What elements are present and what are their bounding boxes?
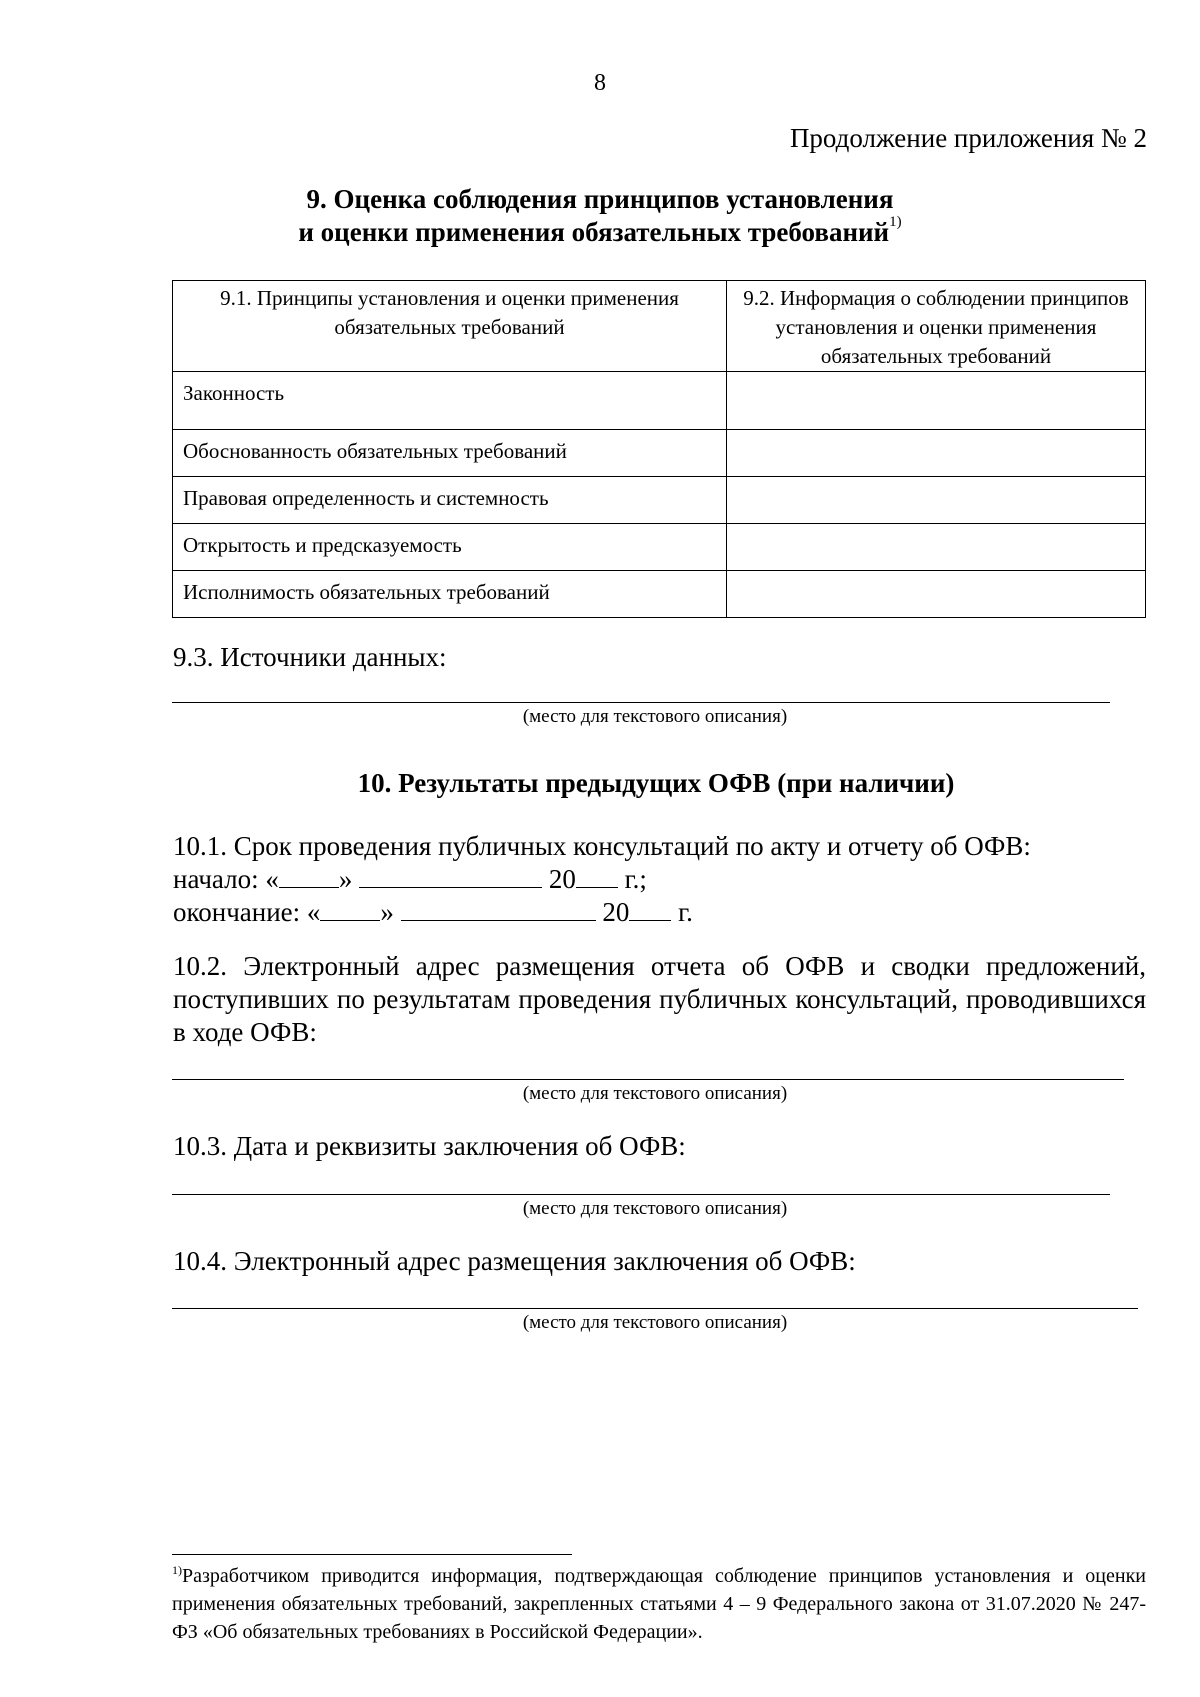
item-10-2-label: 10.2. Электронный адрес размещения отчета об ОФВ и сводки предложений, поступивших по результатам проведения публичных консультаций, проводившихся в ходе ОФВ: — [173, 951, 1146, 1047]
footnote — [172, 1562, 1146, 1646]
page-number: 8 — [594, 70, 606, 96]
section-9-title — [0, 183, 1200, 249]
table-cell-info[interactable] — [727, 524, 1146, 571]
table-cell-principle: Исполнимость обязательных требований — [173, 571, 727, 618]
table-header-row — [173, 281, 1146, 372]
footnote-mark: 1) — [172, 1563, 182, 1577]
principles-table — [172, 280, 1146, 618]
table-row — [173, 571, 1146, 618]
table-row — [173, 524, 1146, 571]
table-header-col2: 9.2. Информация о соблюдении принципов установления и оценки применения обязательных требований — [727, 281, 1146, 372]
start-suffix: г.; — [624, 864, 647, 894]
start-prefix: начало: « — [173, 864, 279, 894]
footnote-mark: 1) — [889, 214, 902, 230]
sources-label: 9.3. Источники данных: — [173, 642, 447, 672]
item-10-2-input-line[interactable] — [172, 1079, 1124, 1080]
item-10-2-placeholder: (место для текстового описания) — [522, 1083, 788, 1104]
table-cell-principle: Правовая определенность и системность — [173, 477, 727, 524]
table-row — [173, 477, 1146, 524]
start-quote-close: » — [338, 864, 353, 894]
table-row — [173, 372, 1146, 430]
sources-placeholder: (место для текстового описания) — [522, 706, 788, 727]
consultation-start-row — [173, 863, 647, 896]
item-10-3-label: 10.3. Дата и реквизиты заключения об ОФВ: — [173, 1131, 686, 1161]
consultation-end-row — [173, 896, 693, 929]
table-cell-info[interactable] — [727, 477, 1146, 524]
section-10-title: 10. Результаты предыдущих ОФВ (при наличии) — [357, 768, 955, 798]
end-prefix: окончание: « — [173, 897, 321, 927]
end-year-field[interactable] — [629, 896, 671, 921]
item-10-3-input-line[interactable] — [172, 1194, 1110, 1195]
start-year-field[interactable] — [576, 863, 618, 888]
item-10-1-label: 10.1. Срок проведения публичных консультаций по акту и отчету об ОФВ: — [173, 831, 1031, 861]
table-cell-principle: Открытость и предсказуемость — [173, 524, 727, 571]
table-cell-info[interactable] — [727, 430, 1146, 477]
start-year-prefix: 20 — [548, 864, 576, 894]
table-cell-info[interactable] — [727, 571, 1146, 618]
item-10-3-placeholder: (место для текстового описания) — [522, 1198, 788, 1219]
table-header-col1: 9.1. Принципы установления и оценки применения обязательных требований — [173, 281, 727, 372]
section-9-title-line1: 9. Оценка соблюдения принципов установления — [306, 184, 894, 214]
appendix-label: Продолжение приложения № 2 — [789, 123, 1147, 153]
section-9-title-line2-text: и оценки применения обязательных требований — [298, 217, 890, 247]
table-row — [173, 430, 1146, 477]
end-quote-close: » — [380, 897, 394, 927]
sources-input-line[interactable] — [172, 702, 1110, 703]
end-month-field[interactable] — [401, 896, 596, 921]
item-10-4-label: 10.4. Электронный адрес размещения заключения об ОФВ: — [173, 1246, 856, 1276]
start-month-field[interactable] — [359, 863, 542, 888]
start-day-field[interactable] — [279, 863, 339, 888]
item-10-4-input-line[interactable] — [172, 1308, 1138, 1309]
footnote-separator — [172, 1554, 572, 1555]
end-suffix: г. — [678, 897, 693, 927]
footnote-text: Разработчиком приводится информация, подтверждающая соблюдение принципов установления и оценки применения обязательных требований, закрепленных статьями 4 – 9 Федерального закона от 31.07.2020 № 247-ФЗ «Об обязательных требованиях в Российской Федерации». — [172, 1565, 1146, 1643]
section-9-title-line2 — [0, 216, 1200, 249]
table-cell-principle: Обоснованность обязательных требований — [173, 430, 727, 477]
item-10-4-placeholder: (место для текстового описания) — [522, 1312, 788, 1333]
end-day-field[interactable] — [320, 896, 380, 921]
end-year-prefix: 20 — [602, 897, 630, 927]
table-cell-principle: Законность — [173, 372, 727, 430]
table-cell-info[interactable] — [727, 372, 1146, 430]
